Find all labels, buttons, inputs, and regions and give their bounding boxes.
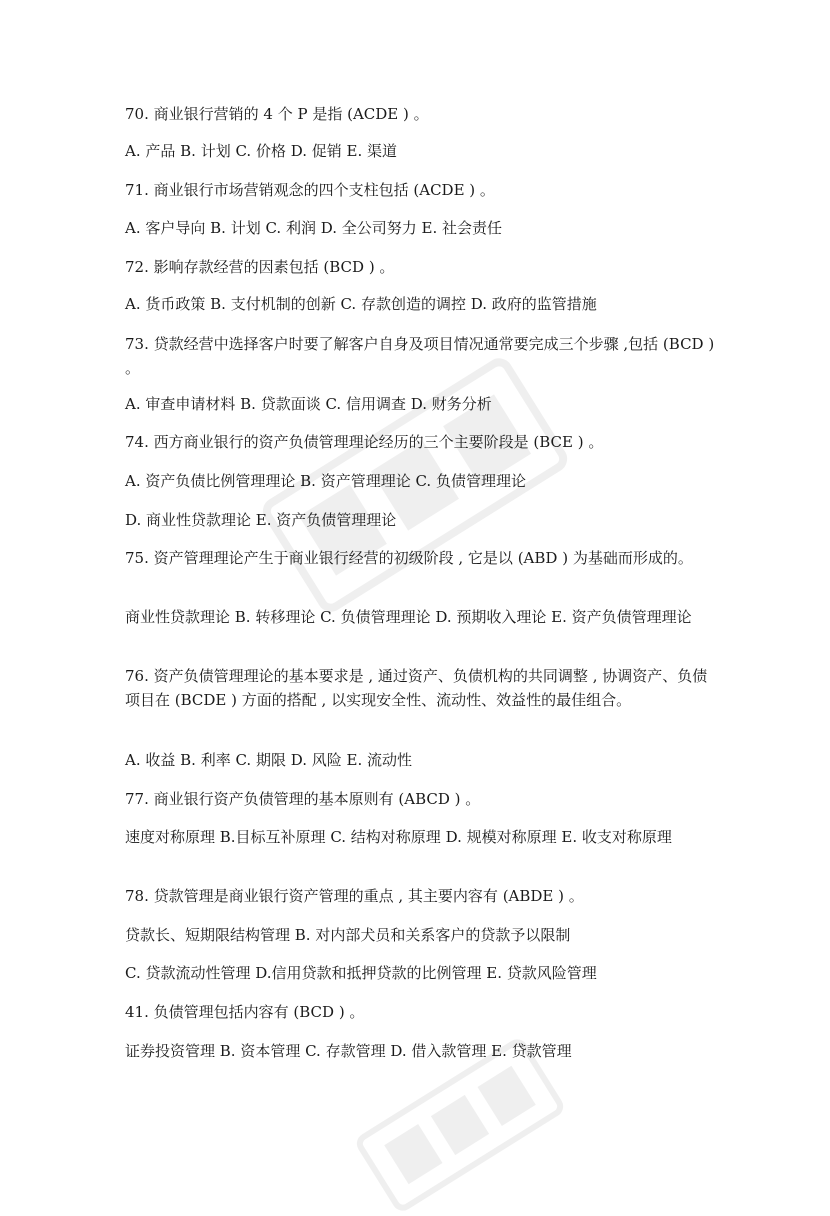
options-77: 速度对称原理 B.目标互补原理 C. 结构对称原理 D. 规模对称原理 E. 收支对称原理 (125, 828, 672, 846)
options-74-line1: A. 资产负债比例管理理论 B. 资产管理理论 C. 负债管理理论 (125, 472, 526, 490)
question-73: 73. 贷款经营中选择客户时要了解客户自身及项目情况通常要完成三个步骤 ,包括 (BCD ) 。 (125, 335, 715, 377)
options-70: A. 产品 B. 计划 C. 价格 D. 促销 E. 渠道 (125, 142, 397, 160)
question-76: 76. 资产负债管理理论的基本要求是 , 通过资产、负债机构的共同调整 , 协调资产、负债项目在 (BCDE ) 方面的搭配 , 以实现安全性、流动性、效益性的最佳组合。 (125, 667, 708, 709)
question-41: 41. 负债管理包括内容有 (BCD ) 。 (125, 1003, 365, 1021)
question-78: 78. 贷款管理是商业银行资产管理的重点 , 其主要内容有 (ABDE ) 。 (125, 887, 584, 905)
question-70: 70. 商业银行营销的 4 个 P 是指 (ACDE ) 。 (125, 105, 429, 123)
options-72: A. 货币政策 B. 支付机制的创新 C. 存款创造的调控 D. 政府的监管措施 (125, 295, 597, 313)
question-74: 74. 西方商业银行的资产负债管理理论经历的三个主要阶段是 (BCE ) 。 (125, 433, 604, 451)
question-75: 75. 资产管理理论产生于商业银行经营的初级阶段 , 它是以 (ABD ) 为基础而形成的。 (125, 549, 693, 567)
question-71: 71. 商业银行市场营销观念的四个支柱包括 (ACDE ) 。 (125, 181, 495, 199)
options-73: A. 审查申请材料 B. 贷款面谈 C. 信用调查 D. 财务分析 (125, 395, 492, 413)
options-71: A. 客户导向 B. 计划 C. 利润 D. 全公司努力 E. 社会责任 (125, 219, 502, 237)
options-41: 证券投资管理 B. 资本管理 C. 存款管理 D. 借入款管理 E. 贷款管理 (125, 1042, 572, 1060)
options-75: 商业性贷款理论 B. 转移理论 C. 负债管理理论 D. 预期收入理论 E. 资产负债管理理论 (125, 608, 692, 626)
options-74-line2: D. 商业性贷款理论 E. 资产负债管理理论 (125, 511, 397, 529)
options-76: A. 收益 B. 利率 C. 期限 D. 风险 E. 流动性 (125, 751, 412, 769)
options-78-line2: C. 贷款流动性管理 D.信用贷款和抵押贷款的比例管理 E. 贷款风险管理 (125, 964, 597, 982)
options-78-line1: 贷款长、短期限结构管理 B. 对内部犬员和关系客户的贷款予以限制 (125, 926, 571, 944)
question-77: 77. 商业银行资产负债管理的基本原则有 (ABCD ) 。 (125, 790, 481, 808)
question-72: 72. 影响存款经营的因素包括 (BCD ) 。 (125, 258, 395, 276)
